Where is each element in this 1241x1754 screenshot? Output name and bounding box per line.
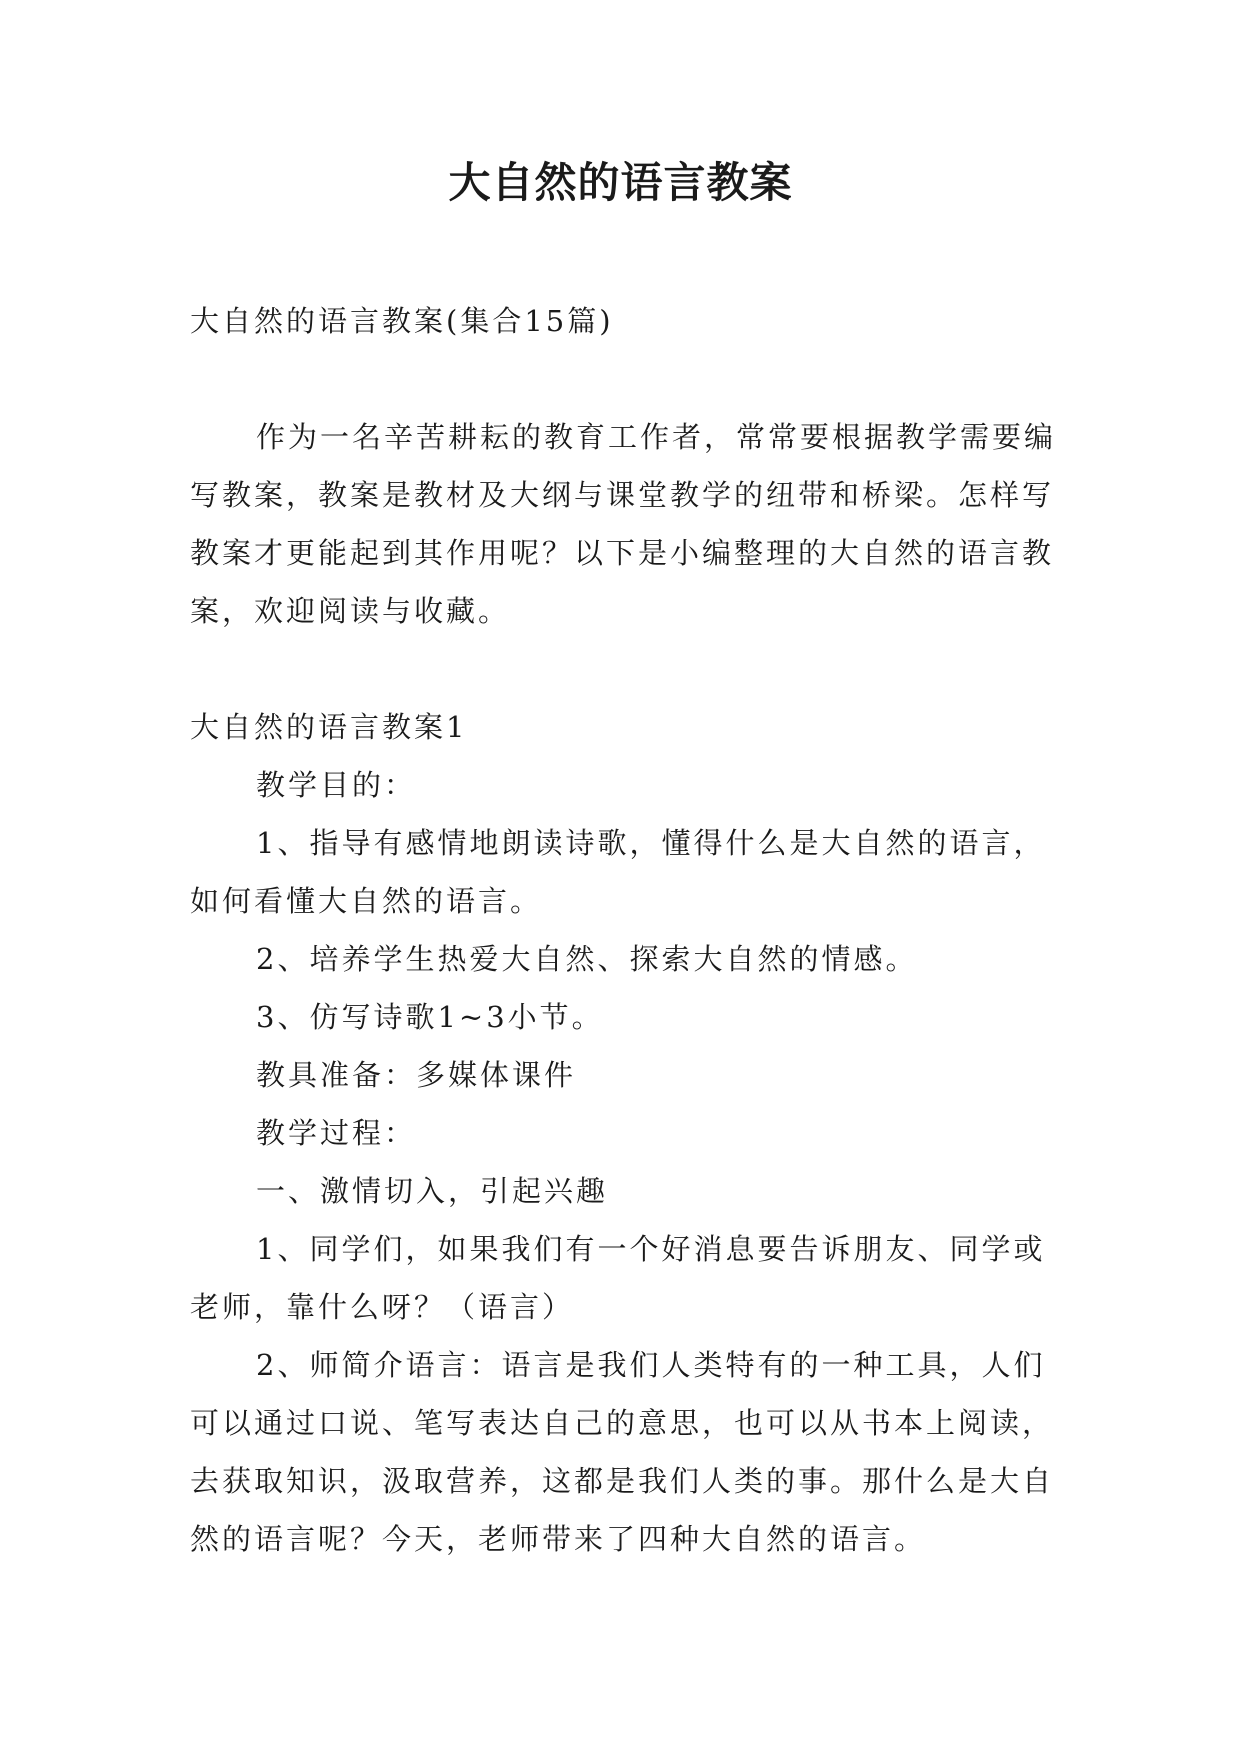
section-heading: 大自然的语言教案1	[190, 710, 468, 744]
intro-paragraph: 作为一名辛苦耕耘的教育工作者，常常要根据教学需要编写教案，教案是教材及大纲与课堂教学的纽带和桥梁。怎样写教案才更能起到其作用呢？以下是小编整理的大自然的语言教案，欢迎阅读与收藏。	[190, 420, 1057, 628]
paragraph-step-1-item-2: 2、师简介语言：语言是我们人类特有的一种工具，人们可以通过口说、笔写表达自己的意思，也可以从书本上阅读，去获取知识，汲取营养，这都是我们人类的事。那什么是大自然的语言呢？今天，老师带来了四种大自然的语言。	[190, 1348, 1055, 1556]
paragraph-goal-2: 2、培养学生热爱大自然、探索大自然的情感。	[256, 942, 918, 976]
paragraph-step-1-item-1: 1、同学们，如果我们有一个好消息要告诉朋友、同学或老师，靠什么呀？（语言）	[190, 1232, 1046, 1324]
paragraph-goal-3: 3、仿写诗歌1~3小节。	[256, 1000, 604, 1034]
paragraph-teaching-aids: 教具准备：多媒体课件	[256, 1058, 577, 1092]
document-body	[190, 292, 1060, 1568]
document-title: 大自然的语言教案	[448, 158, 793, 207]
paragraph-teaching-process-label: 教学过程：	[256, 1116, 417, 1150]
collection-subtitle: 大自然的语言教案(集合15篇)	[190, 304, 614, 338]
paragraph-step-1-heading: 一、激情切入，引起兴趣	[256, 1174, 609, 1208]
paragraph-goal-1: 1、指导有感情地朗读诗歌，懂得什么是大自然的语言，如何看懂大自然的语言。	[190, 826, 1046, 918]
paragraph-teaching-goals-label: 教学目的：	[256, 768, 417, 802]
